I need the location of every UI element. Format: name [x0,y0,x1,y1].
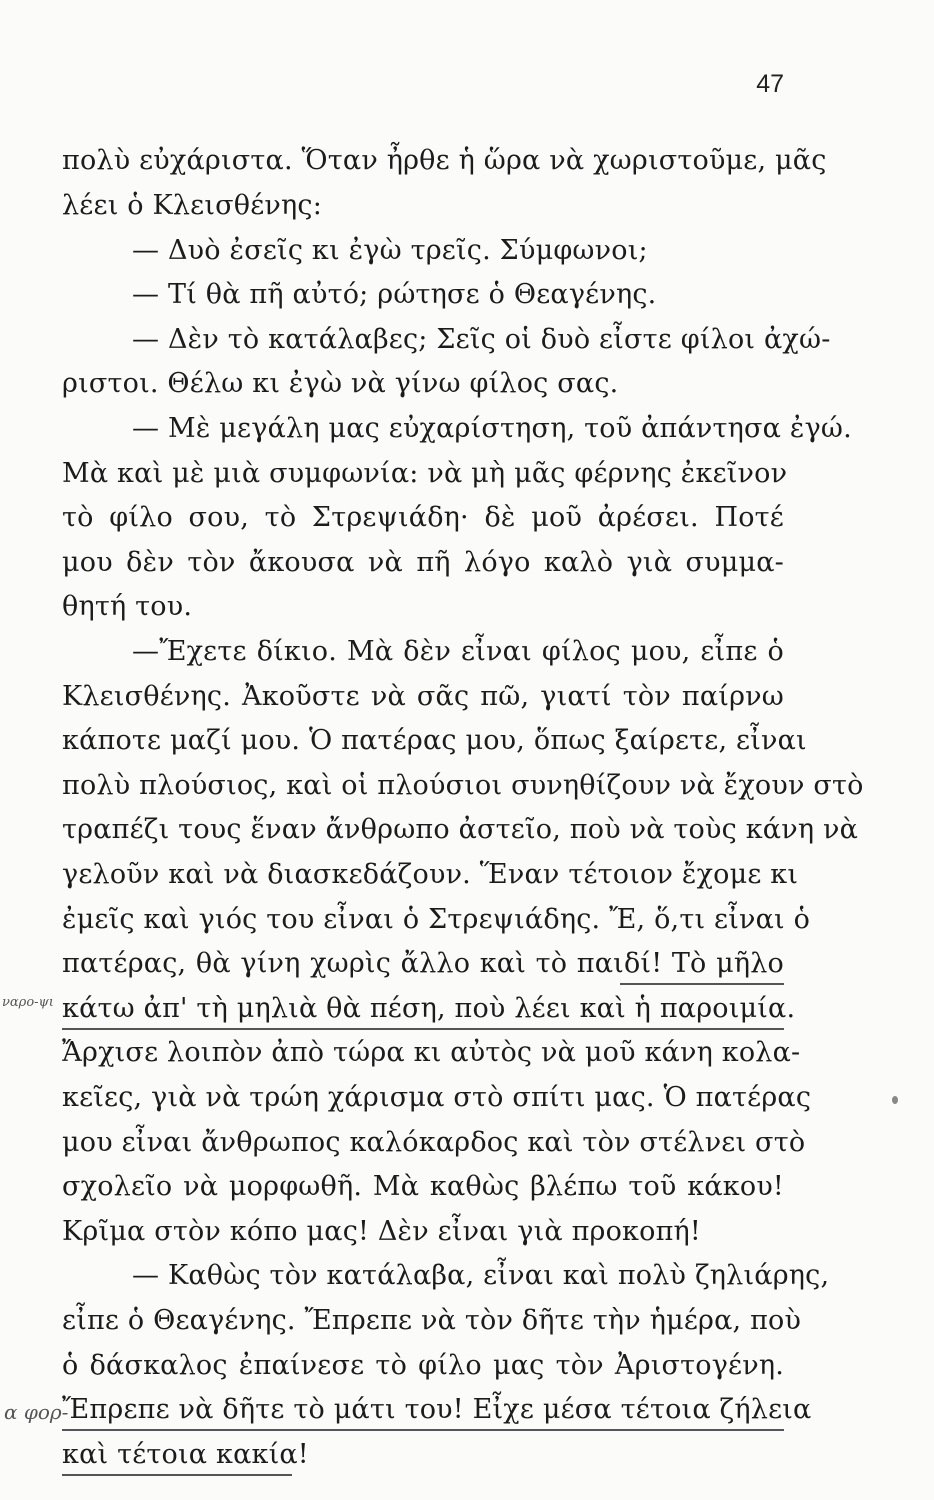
text-line: καὶ τέτοια κακία! [62,1439,309,1470]
text-line: Κλεισθένης. Ἀκοῦστε νὰ σᾶς πῶ, γιατί τὸν παίρνω [62,681,784,712]
text-line: θητή του. [62,591,193,622]
text-line: κάτω ἀπ' τὴ μηλιὰ θὰ πέση, ποὺ λέει καὶ ἡ παροιμία. [62,993,796,1024]
text-line: — Μὲ μεγάλη μας εὐχαρίστηση, τοῦ ἀπάντησα ἐγώ. [132,413,852,444]
text-line: — Καθὼς τὸν κατάλαβα, εἶναι καὶ πολὺ ζηλιάρης, [132,1260,830,1291]
text-line: — Τί θὰ πῆ αὐτό; ρώτησε ὁ Θεαγένης. [132,279,657,310]
text-line: πατέρας, θὰ γίνη χωρὶς ἄλλο καὶ τὸ παιδί! Τὸ μῆλο [62,948,784,979]
text-line: μου δὲν τὸν ἄκουσα νὰ πῆ λόγο καλὸ γιὰ συμμα- [62,547,784,578]
pencil-underline [62,1028,784,1030]
text-line: πολὺ εὐχάριστα. Ὅταν ἦρθε ἡ ὥρα νὰ χωριστοῦμε, μᾶς [62,145,827,176]
page-number: 47 [756,70,784,98]
text-line: ἐμεῖς καὶ γιός του εἶναι ὁ Στρεψιάδης. Ἔ, ὅ,τι εἶναι ὁ [62,904,811,935]
handwritten-margin-note: α φορ- [4,1400,69,1424]
text-line: Κρῖμα στὸν κόπο μας! Δὲν εἶναι γιὰ προκοπή! [62,1216,701,1247]
pencil-underline [620,983,784,985]
text-line: κεῖες, γιὰ νὰ τρώη χάρισμα στὸ σπίτι μας. Ὁ πατέρας [62,1082,812,1113]
text-line: λέει ὁ Κλεισθένης: [62,190,323,221]
text-line: ριστοι. Θέλω κι ἐγὼ νὰ γίνω φίλος σας. [62,368,619,399]
text-line: μου εἶναι ἄνθρωπος καλόκαρδος καὶ τὸν στέλνει στὸ [62,1127,806,1158]
handwritten-margin-note: ναρο-ψι [2,995,54,1010]
text-line: ὁ δάσκαλος ἐπαίνεσε τὸ φίλο μας τὸν Ἀριστογένη. [62,1350,784,1381]
text-line: — Δυὸ ἐσεῖς κι ἐγὼ τρεῖς. Σύμφωνοι; [132,235,648,266]
text-line: εἶπε ὁ Θεαγένης. Ἔπρεπε νὰ τὸν δῆτε τὴν ἡμέρα, ποὺ [62,1305,802,1336]
text-line: σχολεῖο νὰ μορφωθῆ. Μὰ καθὼς βλέπω τοῦ κάκου! [62,1171,784,1202]
pencil-underline [62,1474,292,1476]
text-line: Ἄρχισε λοιπὸν ἀπὸ τώρα κι αὐτὸς νὰ μοῦ κάνη κολα- [62,1037,801,1068]
text-line: Μὰ καὶ μὲ μιὰ συμφωνία: νὰ μὴ μᾶς φέρνης ἐκεῖνον [62,458,788,489]
ink-speck [892,1096,898,1104]
text-line: κάποτε μαζί μου. Ὁ πατέρας μου, ὅπως ξαίρετε, εἶναι [62,725,807,756]
text-line: τὸ φίλο σου, τὸ Στρεψιάδη· δὲ μοῦ ἀρέσει. Ποτέ [62,502,784,533]
text-line: πολὺ πλούσιος, καὶ οἱ πλούσιοι συνηθίζουν νὰ ἔχουν στὸ [62,770,864,801]
text-line: —Ἔχετε δίκιο. Μὰ δὲν εἶναι φίλος μου, εἶπε ὁ [132,636,784,667]
text-line: Ἔπρεπε νὰ δῆτε τὸ μάτι του! Εἶχε μέσα τέτοια ζήλεια [62,1394,812,1425]
text-line: τραπέζι τους ἕναν ἄνθρωπο ἀστεῖο, ποὺ νὰ τοὺς κάνη νὰ [62,814,859,845]
text-line: γελοῦν καὶ νὰ διασκεδάζουν. Ἕναν τέτοιον ἔχομε κι [62,859,799,890]
pencil-underline [62,1429,784,1431]
text-line: — Δὲν τὸ κατάλαβες; Σεῖς οἱ δυὸ εἶστε φίλοι ἀχώ- [132,324,831,355]
